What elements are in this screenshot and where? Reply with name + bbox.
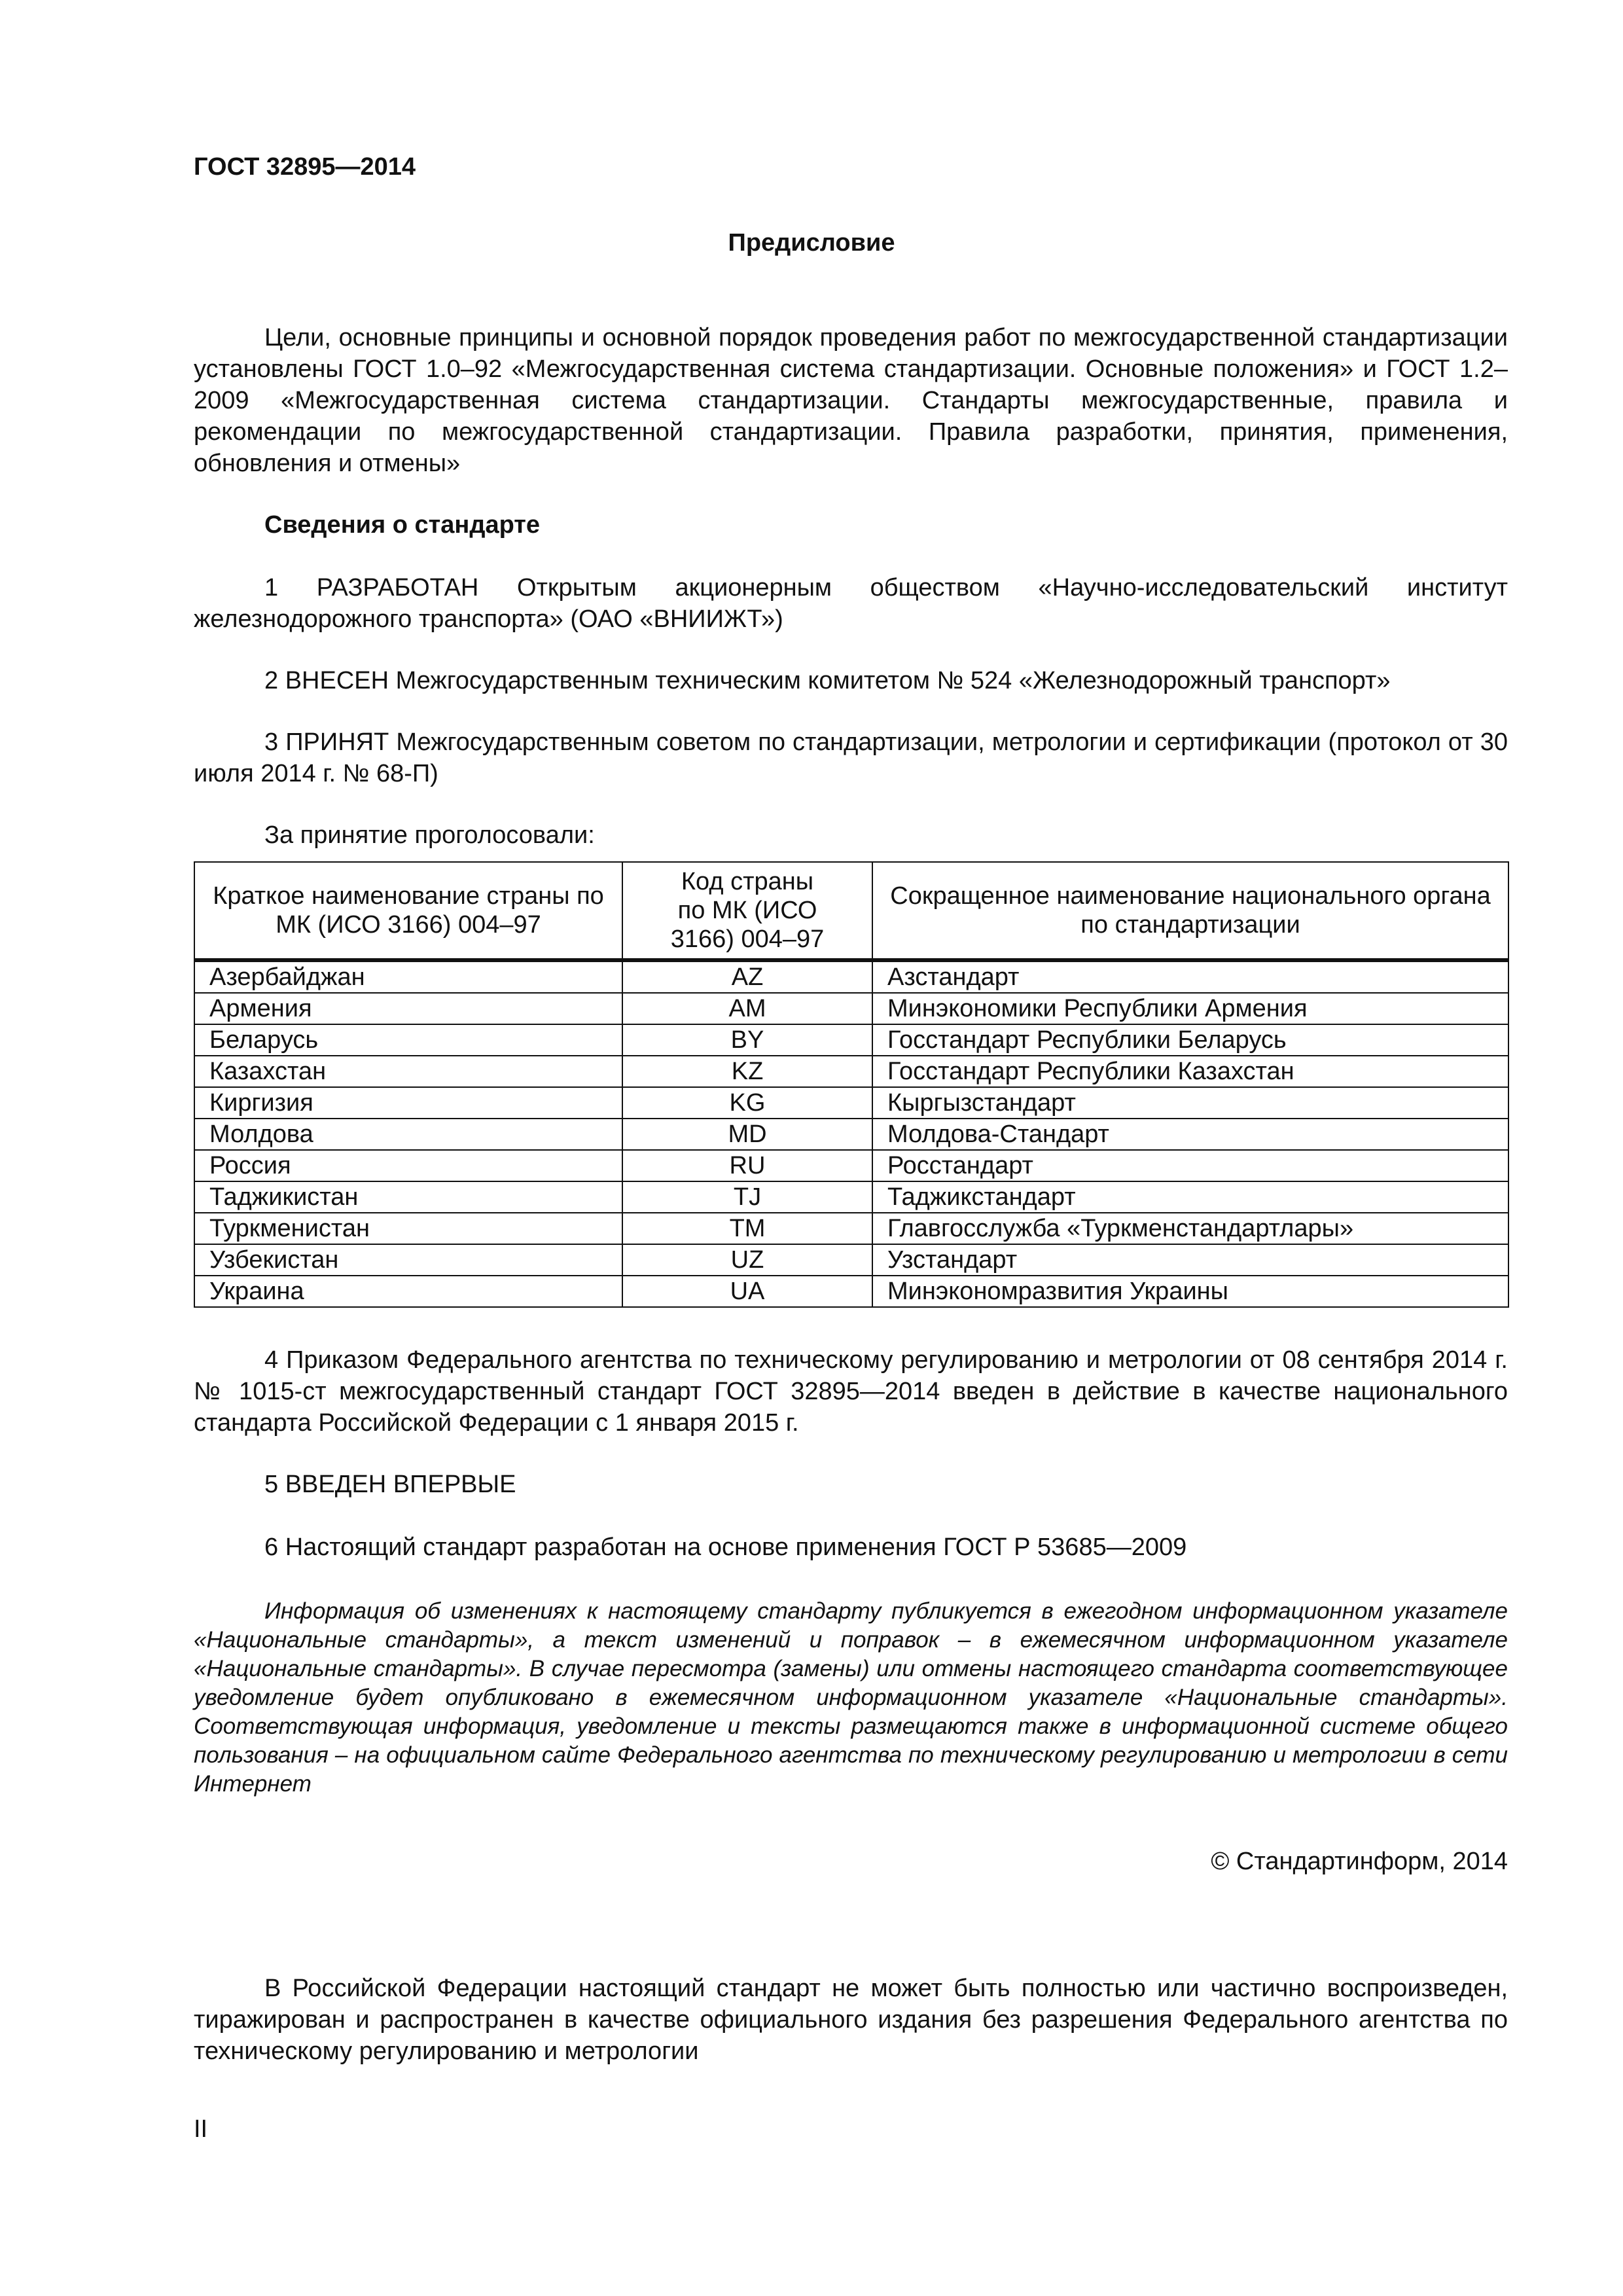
agency-cell: Главгосслужба «Туркменстандартлары»: [872, 1213, 1508, 1244]
table-row: [194, 993, 1508, 1024]
country-cell: Армения: [194, 993, 622, 1024]
code-cell: RU: [622, 1150, 872, 1181]
country-cell: Азербайджан: [194, 960, 622, 993]
code-cell: AZ: [622, 960, 872, 993]
item-1-paragraph: 1 РАЗРАБОТАН Открытым акционерным обществом «Научно-исследовательский институт железнодорожного транспорта» (ОАО «ВНИИЖТ»): [194, 574, 1508, 633]
header-country-code: [622, 862, 872, 960]
item-6-paragraph: 6 Настоящий стандарт разработан на основе применения ГОСТ Р 53685—2009: [264, 1534, 1187, 1561]
code-cell: UZ: [622, 1244, 872, 1276]
table-row: [194, 1276, 1508, 1307]
table-row: [194, 1119, 1508, 1150]
info-note-paragraph: Информация об изменениях к настоящему стандарту публикуется в ежегодном информационном указателе «Национальные стандарты», а текст изменений и поправок – в ежемесячном информационном указателе «Национальные стандарты». В случае пересмотра (замены) или отмены настоящего стандарта соответствующее уведомление будет опубликовано в ежемесячном информационном указателе «Национальные стандарты». Соответствующая информация, уведомление и тексты размещаются также в информационной системе общего пользования – на официальном сайте Федерального агентства по техническому регулированию и метрологии в сети Интернет: [194, 1598, 1508, 1797]
header-code-line-1: Код страны: [681, 868, 814, 895]
agency-cell: Госстандарт Республики Беларусь: [872, 1024, 1508, 1056]
item-4-paragraph: 4 Приказом Федерального агентства по техническому регулированию и метрологии от 08 сентября 2014 г. № 1015-ст межгосударственный стандарт ГОСТ 32895—2014 введен в действие в качестве национального стандарта Российской Федерации с 1 января 2015 г.: [194, 1346, 1508, 1437]
item-2-paragraph: 2 ВНЕСЕН Межгосударственным техническим комитетом № 524 «Железнодорожный транспорт»: [264, 667, 1391, 694]
document-header: ГОСТ 32895—2014: [194, 153, 416, 181]
intro-paragraph: Цели, основные принципы и основной порядок проведения работ по межгосударственной стандартизации установлены ГОСТ 1.0–92 «Межгосударственная система стандартизации. Основные положения» и ГОСТ 1.2–2009 «Межгосударственная система стандартизации. Стандарты межгосударственные, правила и рекомендации по межгосударственной стандартизации. Правила разработки, принятия, применения, обновления и отмены»: [194, 324, 1508, 477]
code-cell: TJ: [622, 1181, 872, 1213]
agency-cell: Росстандарт: [872, 1150, 1508, 1181]
table-row: [194, 1056, 1508, 1087]
code-cell: AM: [622, 993, 872, 1024]
section-heading: Сведения о стандарте: [264, 511, 541, 539]
header-country-name: Краткое наименование страны по МК (ИСО 3166) 004–97: [194, 862, 622, 960]
code-cell: UA: [622, 1276, 872, 1307]
item-3-paragraph: 3 ПРИНЯТ Межгосударственным советом по стандартизации, метрологии и сертификации (протокол от 30 июля 2014 г. № 68-П): [194, 728, 1508, 787]
country-cell: Молдова: [194, 1119, 622, 1150]
reproduction-notice: В Российской Федерации настоящий стандарт не может быть полностью или частично воспроизведен, тиражирован и распространен в качестве официального издания без разрешения Федерального агентства по техническому регулированию и метрологии: [194, 1975, 1508, 2065]
agency-cell: Таджикстандарт: [872, 1181, 1508, 1213]
table-row: [194, 1213, 1508, 1244]
voting-countries-table: [194, 861, 1509, 1308]
table-header-row: [194, 862, 1508, 960]
code-cell: MD: [622, 1119, 872, 1150]
country-cell: Киргизия: [194, 1087, 622, 1119]
agency-cell: Минэкономразвития Украины: [872, 1276, 1508, 1307]
copyright-line: © Стандартинформ, 2014: [1211, 1848, 1508, 1875]
agency-cell: Кыргызстандарт: [872, 1087, 1508, 1119]
country-cell: Узбекистан: [194, 1244, 622, 1276]
agency-cell: Молдова-Стандарт: [872, 1119, 1508, 1150]
country-cell: Таджикистан: [194, 1181, 622, 1213]
country-cell: Украина: [194, 1276, 622, 1307]
table-row: [194, 960, 1508, 993]
header-agency-name: Сокращенное наименование национального органа по стандартизации: [872, 862, 1508, 960]
code-cell: KZ: [622, 1056, 872, 1087]
agency-cell: Минэкономики Республики Армения: [872, 993, 1508, 1024]
header-code-line-3: 3166) 004–97: [670, 925, 825, 953]
agency-cell: Госстандарт Республики Казахстан: [872, 1056, 1508, 1087]
table-row: [194, 1181, 1508, 1213]
code-cell: KG: [622, 1087, 872, 1119]
table-row: [194, 1087, 1508, 1119]
code-cell: BY: [622, 1024, 872, 1056]
country-cell: Туркменистан: [194, 1213, 622, 1244]
table-row: [194, 1244, 1508, 1276]
header-code-line-2: по МК (ИСО: [677, 897, 817, 924]
table-row: [194, 1024, 1508, 1056]
item-5-paragraph: 5 ВВЕДЕН ВПЕРВЫЕ: [264, 1471, 516, 1498]
agency-cell: Узстандарт: [872, 1244, 1508, 1276]
table-row: [194, 1150, 1508, 1181]
country-cell: Беларусь: [194, 1024, 622, 1056]
page-number: II: [194, 2115, 208, 2143]
country-cell: Казахстан: [194, 1056, 622, 1087]
country-cell: Россия: [194, 1150, 622, 1181]
vote-caption: За принятие проголосовали:: [264, 821, 595, 849]
foreword-title: Предисловие: [728, 229, 895, 257]
code-cell: TM: [622, 1213, 872, 1244]
agency-cell: Азстандарт: [872, 960, 1508, 993]
